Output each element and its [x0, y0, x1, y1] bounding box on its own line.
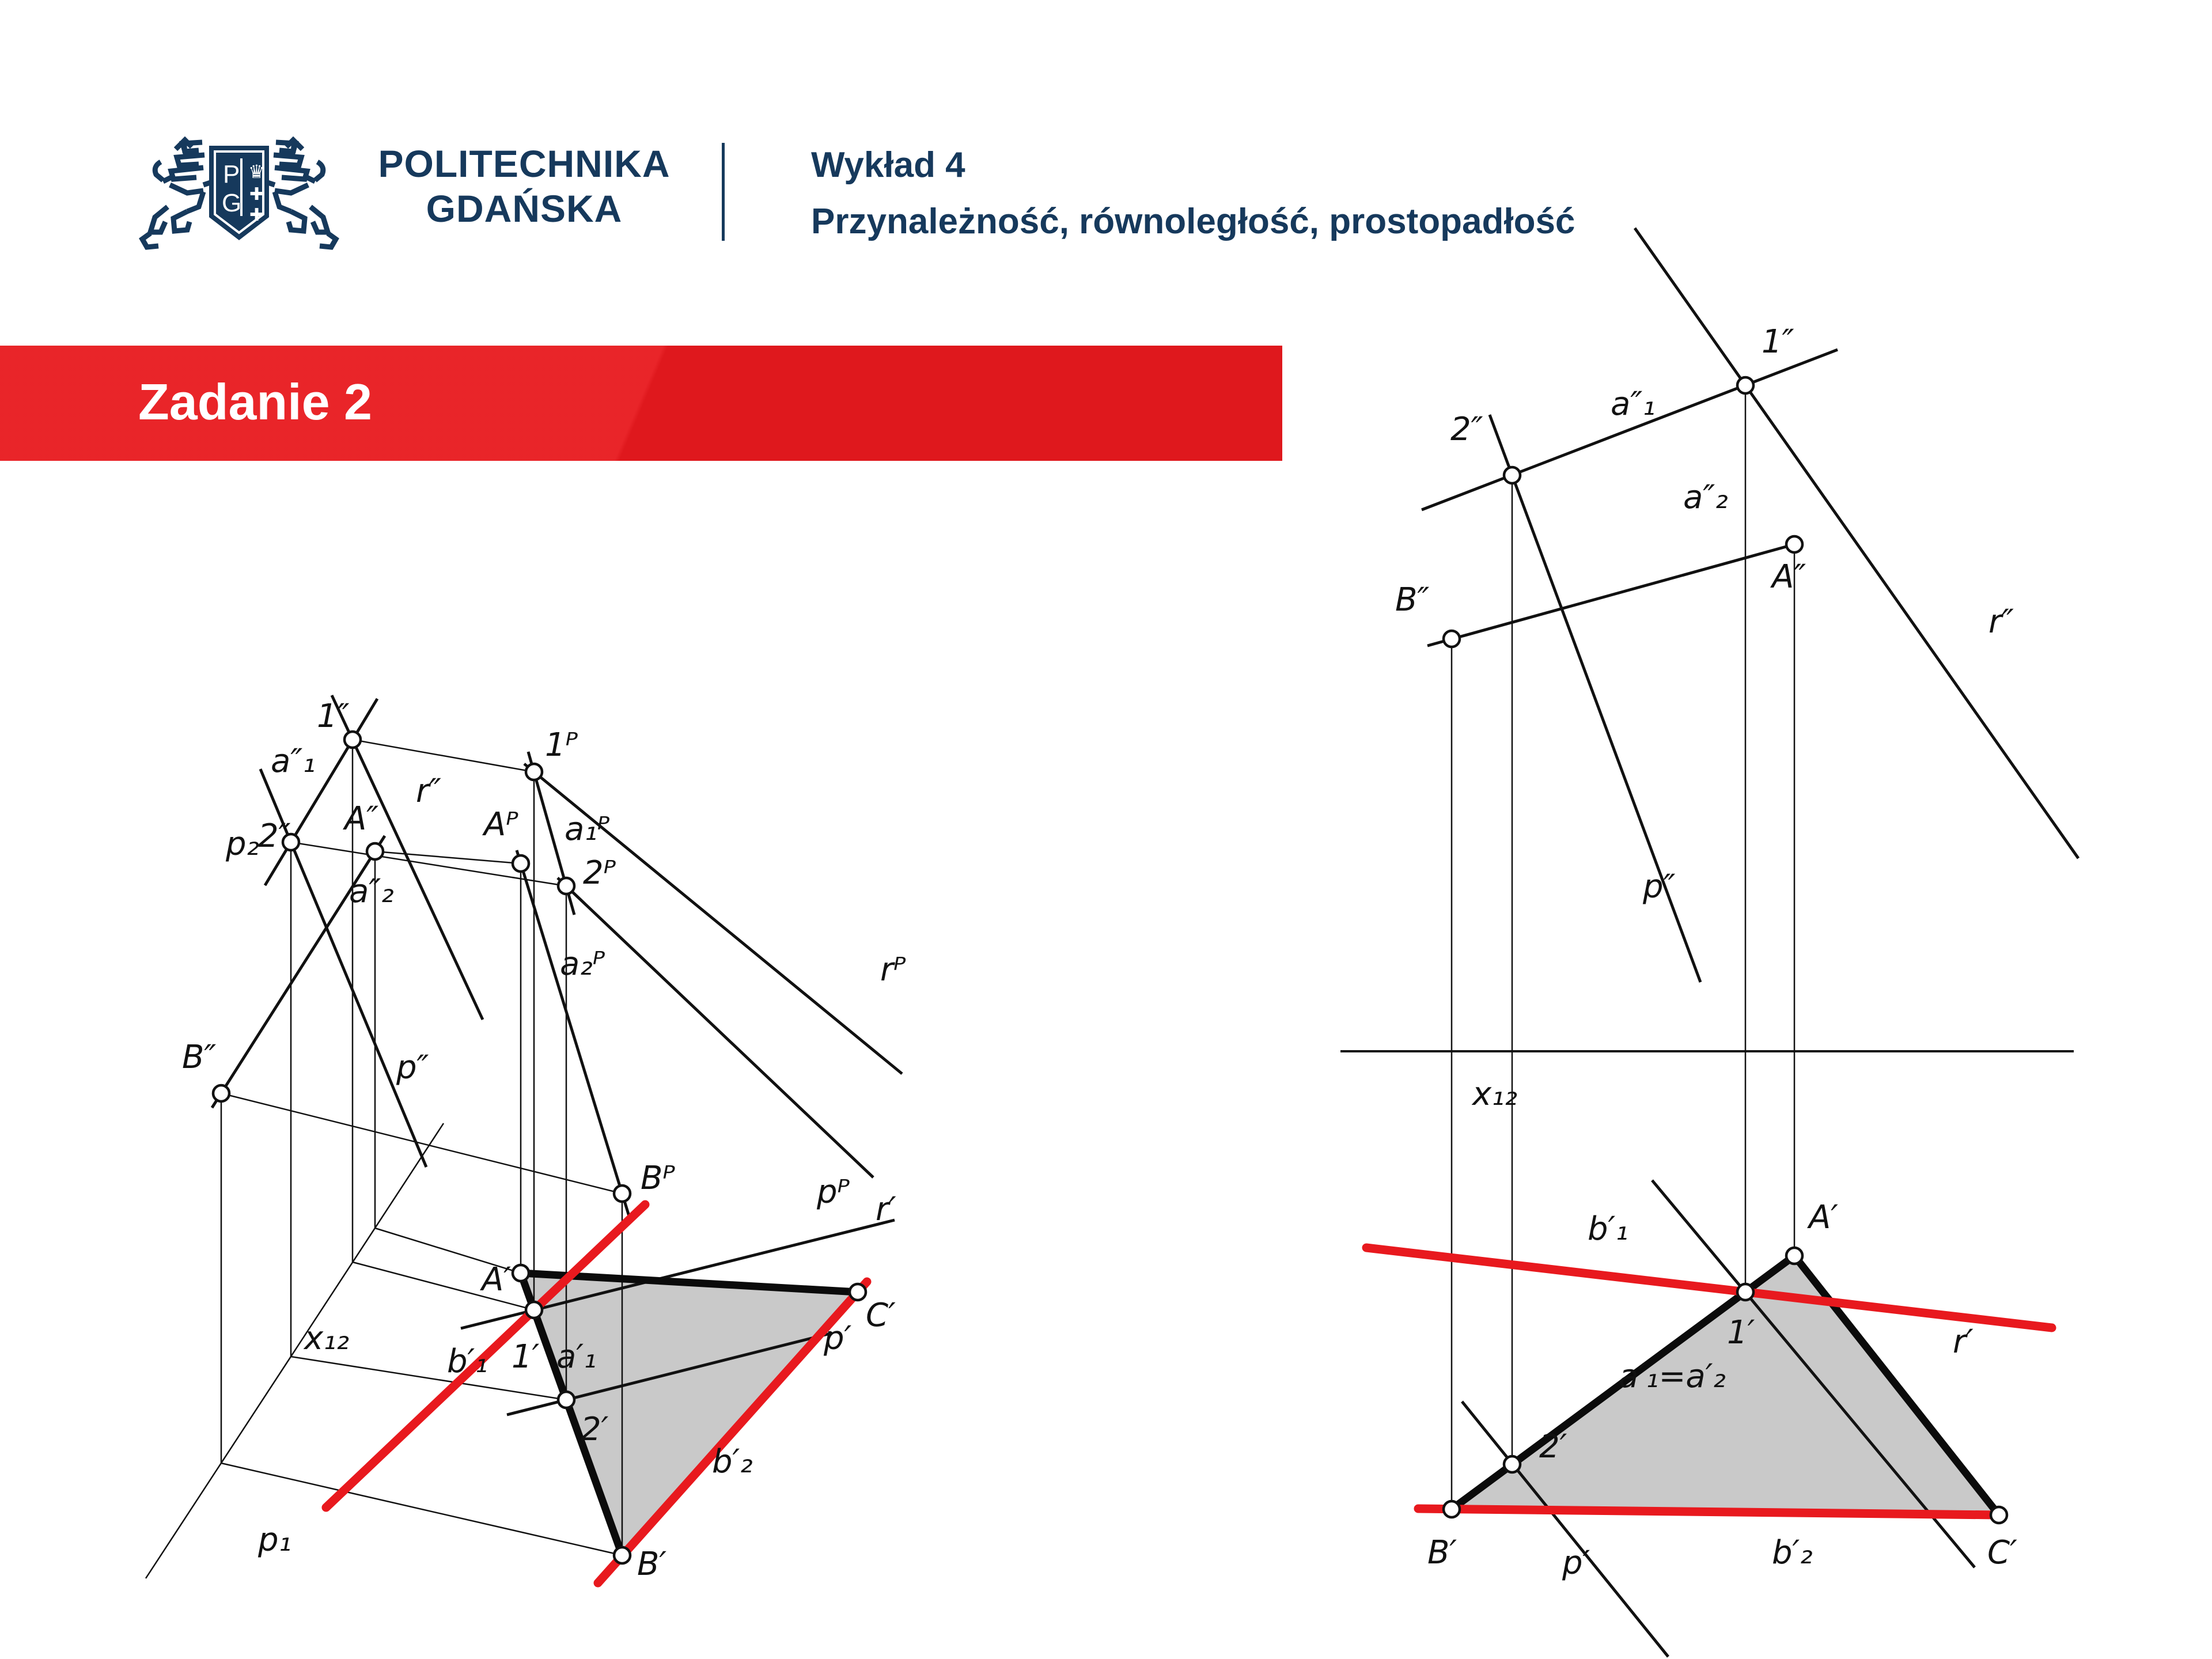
- point-1P: [526, 764, 542, 780]
- connector-As-AP: [375, 851, 521, 863]
- point-C1: [1991, 1507, 2007, 1523]
- point-A1: [513, 1265, 529, 1281]
- logo-cross2-icon: ✚: [249, 206, 264, 225]
- label-11: 1′: [512, 1338, 540, 1376]
- point-1s: [1737, 377, 1753, 393]
- line-p-aux: [558, 878, 873, 1177]
- label-11: 1′: [1727, 1314, 1755, 1351]
- point-2s: [1504, 467, 1520, 483]
- label-a1s: a″₁: [1611, 385, 1656, 423]
- logo-letter-g: G: [222, 189, 242, 217]
- label-BP: Bᴾ: [641, 1160, 675, 1197]
- label-b2: b′₂: [1772, 1534, 1813, 1571]
- left-view: [146, 695, 906, 1583]
- logo-cross1-icon: ✚: [249, 185, 264, 204]
- point-Bs: [1444, 631, 1460, 647]
- logo-letter-p: P: [223, 160, 240, 188]
- label-rs: r″: [416, 772, 441, 810]
- label-a11: a′₁: [556, 1338, 597, 1376]
- point-21: [558, 1392, 574, 1408]
- label-ps: p″: [1643, 868, 1676, 906]
- university-name-line1: POLITECHNIKA: [378, 142, 671, 185]
- point-As: [1786, 536, 1802, 552]
- point-B1: [614, 1547, 630, 1563]
- fold-line-x12: [146, 1123, 444, 1578]
- point-B1: [1444, 1501, 1460, 1517]
- label-2P: 2ᴾ: [583, 854, 616, 892]
- label-1s: 1″: [317, 698, 350, 735]
- label-a12: a′₁=a′₂: [1619, 1358, 1726, 1395]
- label-1s: 1″: [1762, 323, 1794, 361]
- label-rP: rᴾ: [880, 951, 906, 988]
- label-pP: pᴾ: [817, 1173, 850, 1211]
- label-C1: C′: [866, 1297, 896, 1334]
- label-B1: B′: [637, 1546, 667, 1583]
- label-21: 2′: [581, 1411, 609, 1448]
- point-AP: [513, 855, 529, 872]
- label-As: A″: [1772, 558, 1806, 596]
- label-b1: b′₁: [1588, 1210, 1628, 1248]
- point-Bs: [213, 1085, 229, 1101]
- label-p1-top: p′: [824, 1320, 852, 1357]
- label-A1: A′: [482, 1261, 512, 1298]
- label-x12: x₁₂: [1472, 1075, 1518, 1113]
- task-title: Zadanie 2: [138, 373, 372, 430]
- connector-Bs-BP: [221, 1093, 622, 1194]
- label-a1s: a″₁: [271, 743, 316, 780]
- label-r1-top: r′: [876, 1191, 896, 1228]
- line-a2-front: [1427, 544, 1794, 646]
- label-a2P: a₂ᴾ: [560, 945, 605, 983]
- label-rs: r″: [1988, 603, 2014, 641]
- right-labels: [1395, 323, 2017, 1582]
- label-C1: C′: [1987, 1534, 2017, 1571]
- lecture-subtitle: Przynależność, równoległość, prostopadłość: [811, 202, 1575, 241]
- logo-crown-icon: ♛: [248, 161, 265, 182]
- label-Bs: B″: [1395, 581, 1430, 619]
- point-21: [1504, 1456, 1520, 1472]
- label-2s: 2″: [1450, 411, 1483, 448]
- label-p1-axis: p₁: [258, 1521, 291, 1559]
- label-b1: b′₁: [447, 1343, 488, 1380]
- label-AP: Aᴾ: [484, 806, 518, 843]
- point-2P: [558, 878, 574, 894]
- university-name-line2: GDAŃSKA: [426, 187, 623, 230]
- point-A1: [1786, 1248, 1802, 1264]
- point-C1: [850, 1284, 866, 1300]
- label-b2: b′₂: [712, 1443, 753, 1480]
- label-Bs: B″: [182, 1039, 217, 1076]
- label-p2: p₂: [226, 825, 259, 863]
- label-ps: p″: [396, 1049, 429, 1086]
- label-As: A″: [344, 800, 379, 838]
- label-A1: A′: [1809, 1199, 1839, 1236]
- label-p1: p′: [1562, 1544, 1590, 1582]
- label-r1: r′: [1953, 1323, 1974, 1361]
- label-a1P: a₁ᴾ: [565, 810, 610, 848]
- left-points: [213, 732, 866, 1563]
- connector-1s-1P: [353, 740, 534, 772]
- right-view: [1340, 228, 2078, 1657]
- point-11: [1737, 1284, 1753, 1300]
- label-2s: 2″: [258, 817, 291, 855]
- lecture-title: Wykład 4: [811, 145, 965, 185]
- point-BP: [614, 1185, 630, 1202]
- point-As: [367, 843, 383, 859]
- label-x12: x₁₂: [304, 1320, 350, 1357]
- label-a2s: a″₂: [1683, 479, 1728, 516]
- label-21: 2′: [1539, 1428, 1567, 1465]
- line-r-front: [1635, 228, 2078, 858]
- label-B1: B′: [1427, 1534, 1457, 1571]
- label-1P: 1ᴾ: [545, 726, 578, 764]
- point-11: [526, 1302, 542, 1318]
- label-a2s: a″₂: [349, 873, 394, 910]
